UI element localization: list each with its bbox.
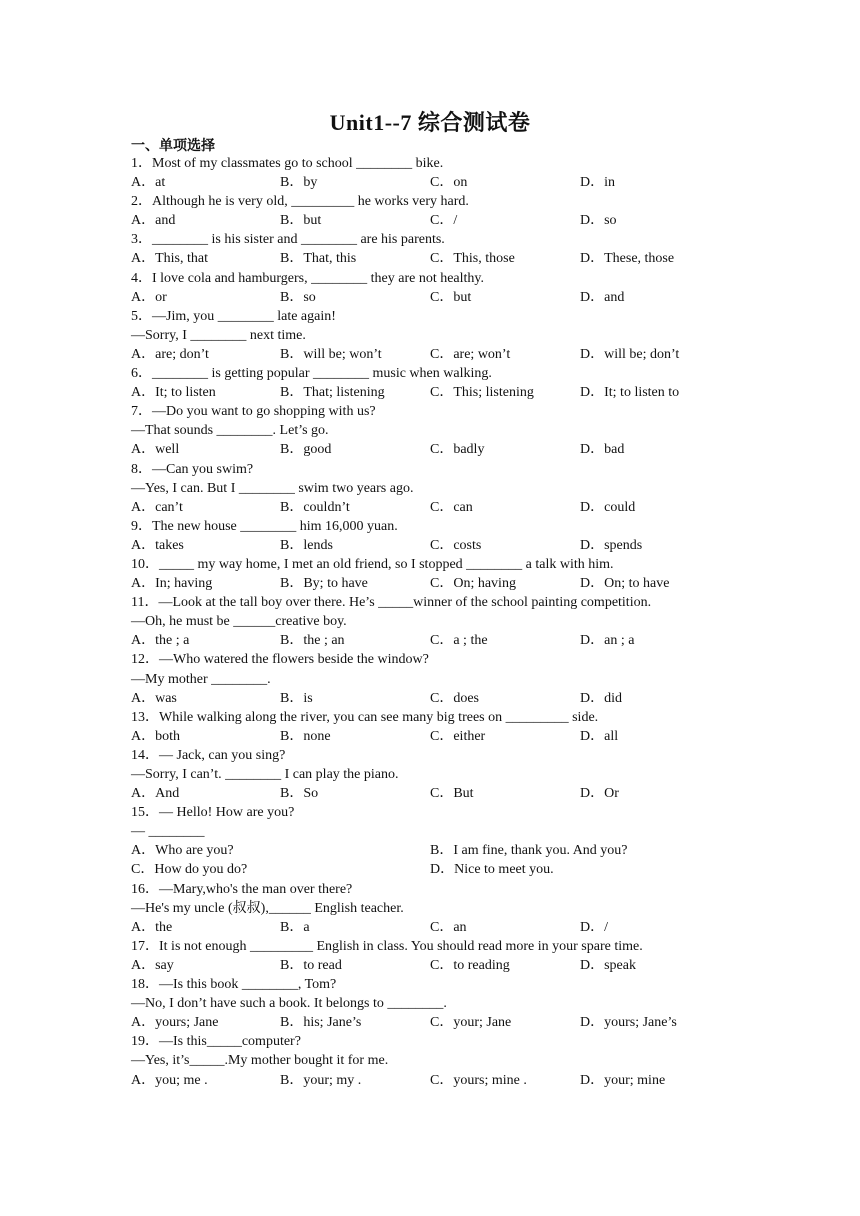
- option-b: B．will be; won’t: [280, 346, 382, 362]
- question-7: [131, 402, 731, 459]
- option-c: C．an: [430, 919, 467, 935]
- option-b: B．to read: [280, 957, 342, 973]
- option-d: D．an ; a: [580, 633, 635, 649]
- option-a: A．can’t: [131, 499, 183, 515]
- option-a: A．This, that: [131, 251, 208, 267]
- question-stem: 18．—Is this book ________, Tom?: [131, 977, 337, 993]
- option-d: D．yours; Jane’s: [580, 1015, 677, 1031]
- option-b: B．your; my .: [280, 1072, 362, 1088]
- option-b: B．his; Jane’s: [280, 1015, 362, 1031]
- question-dialogue-line: —No, I don’t have such a book. It belongs to ________.: [131, 996, 447, 1012]
- option-d: D．/: [580, 919, 608, 935]
- option-b: B．none: [280, 728, 331, 744]
- question-2: [131, 192, 731, 230]
- option-a: A．are; don’t: [131, 346, 209, 362]
- option-a: A．Who are you?: [131, 843, 234, 859]
- question-13: [131, 708, 731, 746]
- question-stem: 11．—Look at the tall boy over there. He’s _____winner of the school painting competition.: [131, 595, 652, 611]
- option-d: D．could: [580, 499, 636, 515]
- option-d: D．bad: [580, 442, 625, 458]
- options-row: [131, 1071, 731, 1090]
- question-3: [131, 230, 731, 268]
- question-list: [131, 154, 731, 1090]
- options-row: [131, 249, 731, 268]
- option-d: D．will be; don’t: [580, 346, 680, 362]
- option-d: D．did: [580, 690, 622, 706]
- option-b: B．By; to have: [280, 576, 368, 592]
- option-a: A．was: [131, 690, 177, 706]
- question-stem: 17．It is not enough _________ English in class. You should read more in your spare time.: [131, 938, 643, 954]
- option-a: A．And: [131, 786, 180, 802]
- question-dialogue-line: —He's my uncle (叔叔),______ English teacher.: [131, 900, 404, 916]
- options-row: [131, 918, 731, 937]
- options-row: [131, 727, 731, 746]
- option-a: A．yours; Jane: [131, 1015, 219, 1031]
- question-1: [131, 154, 731, 192]
- option-c: C．This, those: [430, 251, 515, 267]
- option-b: B．So: [280, 786, 319, 802]
- option-d: D．your; mine: [580, 1072, 666, 1088]
- option-a: A．the: [131, 919, 173, 935]
- options-row: [131, 784, 731, 803]
- options-row: [131, 860, 731, 879]
- question-9: [131, 517, 731, 555]
- option-b: B．by: [280, 175, 318, 191]
- option-a: A．In; having: [131, 576, 213, 592]
- options-row: [131, 288, 731, 307]
- option-d: D．speak: [580, 957, 636, 973]
- option-c: C．your; Jane: [430, 1015, 512, 1031]
- question-stem: 19．—Is this_____computer?: [131, 1034, 301, 1050]
- question-stem: 2．Although he is very old, _________ he works very hard.: [131, 194, 469, 210]
- option-b: B．That, this: [280, 251, 357, 267]
- option-d: D．in: [580, 175, 615, 191]
- section-heading: 一、单项选择: [131, 138, 215, 154]
- option-a: A．well: [131, 442, 180, 458]
- question-stem: 6．________ is getting popular ________ music when walking.: [131, 366, 492, 382]
- option-a: A．at: [131, 175, 166, 191]
- options-row: [131, 689, 731, 708]
- question-11: [131, 593, 731, 650]
- question-16: [131, 880, 731, 937]
- question-stem: 14．— Jack, can you sing?: [131, 747, 286, 763]
- option-c: C．a ; the: [430, 633, 488, 649]
- option-d: D．all: [580, 728, 619, 744]
- question-stem: 5．—Jim, you ________ late again!: [131, 308, 336, 324]
- options-row: [131, 1013, 731, 1032]
- option-a: A．both: [131, 728, 180, 744]
- option-c: C．But: [430, 786, 474, 802]
- question-stem: 12．—Who watered the flowers beside the window?: [131, 652, 429, 668]
- option-b: B．the ; an: [280, 633, 345, 649]
- question-18: [131, 975, 731, 1032]
- question-14: [131, 746, 731, 803]
- option-c: C．/: [430, 213, 458, 229]
- question-10: [131, 555, 731, 593]
- option-b: B．That; listening: [280, 385, 385, 401]
- document-title: Unit1--7 综合测试卷: [329, 110, 531, 135]
- option-c: C．but: [430, 289, 472, 305]
- question-stem: 16．—Mary,who's the man over there?: [131, 881, 353, 897]
- question-stem: 1．Most of my classmates go to school ________ bike.: [131, 156, 444, 171]
- option-b: B．good: [280, 442, 332, 458]
- option-a: A．you; me .: [131, 1072, 208, 1088]
- options-row: [131, 440, 731, 459]
- options-row: [131, 574, 731, 593]
- question-dialogue-line: — ________: [131, 824, 205, 840]
- question-stem: 8．—Can you swim?: [131, 461, 254, 477]
- option-b: B．but: [280, 213, 322, 229]
- question-stem: 9．The new house ________ him 16,000 yuan.: [131, 518, 398, 534]
- option-b: B．couldn’t: [280, 499, 350, 515]
- question-dialogue-line: —That sounds ________. Let’s go.: [131, 423, 329, 439]
- option-d: D．On; to have: [580, 576, 670, 592]
- option-a: A．It; to listen: [131, 385, 216, 401]
- option-c: C．costs: [430, 537, 482, 553]
- option-a: A．say: [131, 957, 174, 973]
- question-17: [131, 937, 731, 975]
- question-12: [131, 650, 731, 707]
- question-19: [131, 1032, 731, 1089]
- options-row: [131, 345, 731, 364]
- question-6: [131, 364, 731, 402]
- question-dialogue-line: —Yes, it’s_____.My mother bought it for me.: [131, 1053, 389, 1069]
- options-row: [131, 956, 731, 975]
- option-d: D．Or: [580, 786, 619, 802]
- option-b: B．I am fine, thank you. And you?: [430, 843, 628, 859]
- question-dialogue-line: —Yes, I can. But I ________ swim two years ago.: [131, 480, 414, 496]
- options-row: [131, 383, 731, 402]
- question-dialogue-line: —Sorry, I can’t. ________ I can play the piano.: [131, 767, 399, 782]
- option-c: C．can: [430, 499, 473, 515]
- option-c: C．does: [430, 690, 479, 706]
- question-stem: 15．— Hello! How are you?: [131, 805, 295, 821]
- options-row: [131, 173, 731, 192]
- option-b: B．so: [280, 289, 316, 305]
- question-8: [131, 460, 731, 517]
- question-stem: 3．________ is his sister and ________ are his parents.: [131, 232, 445, 248]
- question-15: [131, 803, 731, 879]
- option-c: C．on: [430, 175, 468, 191]
- question-stem: 13．While walking along the river, you can see many big trees on _________ side.: [131, 709, 599, 725]
- option-a: A．and: [131, 213, 176, 229]
- option-b: B．is: [280, 690, 313, 706]
- question-4: [131, 269, 731, 307]
- option-c: C．are; won’t: [430, 346, 511, 362]
- options-row: [131, 841, 731, 860]
- options-row: [131, 498, 731, 517]
- option-c: C．either: [430, 728, 486, 744]
- option-a: A．takes: [131, 537, 184, 553]
- option-a: A．the ; a: [131, 633, 190, 649]
- option-c: C．This; listening: [430, 385, 534, 401]
- question-dialogue-line: —Sorry, I ________ next time.: [131, 327, 306, 343]
- option-d: D．spends: [580, 537, 643, 553]
- option-c: C．badly: [430, 442, 485, 458]
- options-row: [131, 631, 731, 650]
- question-dialogue-line: —Oh, he must be ______creative boy.: [131, 614, 347, 630]
- options-row: [131, 536, 731, 555]
- question-stem: 10．_____ my way home, I met an old friend, so I stopped ________ a talk with him.: [131, 556, 614, 572]
- option-c: C．How do you do?: [131, 862, 248, 878]
- question-5: [131, 307, 731, 364]
- question-stem: 7．—Do you want to go shopping with us?: [131, 404, 376, 420]
- option-d: D．and: [580, 289, 625, 305]
- option-b: B．a: [280, 919, 310, 935]
- option-d: D．Nice to meet you.: [430, 862, 554, 878]
- option-d: D．These, those: [580, 251, 675, 267]
- option-b: B．lends: [280, 537, 333, 553]
- option-d: D．so: [580, 213, 617, 229]
- question-dialogue-line: —My mother ________.: [131, 671, 271, 687]
- option-c: C．to reading: [430, 957, 510, 973]
- option-d: D．It; to listen to: [580, 385, 680, 401]
- question-stem: 4．I love cola and hamburgers, ________ they are not healthy.: [131, 270, 485, 286]
- option-c: C．On; having: [430, 576, 516, 592]
- option-a: A．or: [131, 289, 167, 305]
- option-c: C．yours; mine .: [430, 1072, 527, 1088]
- options-row: [131, 211, 731, 230]
